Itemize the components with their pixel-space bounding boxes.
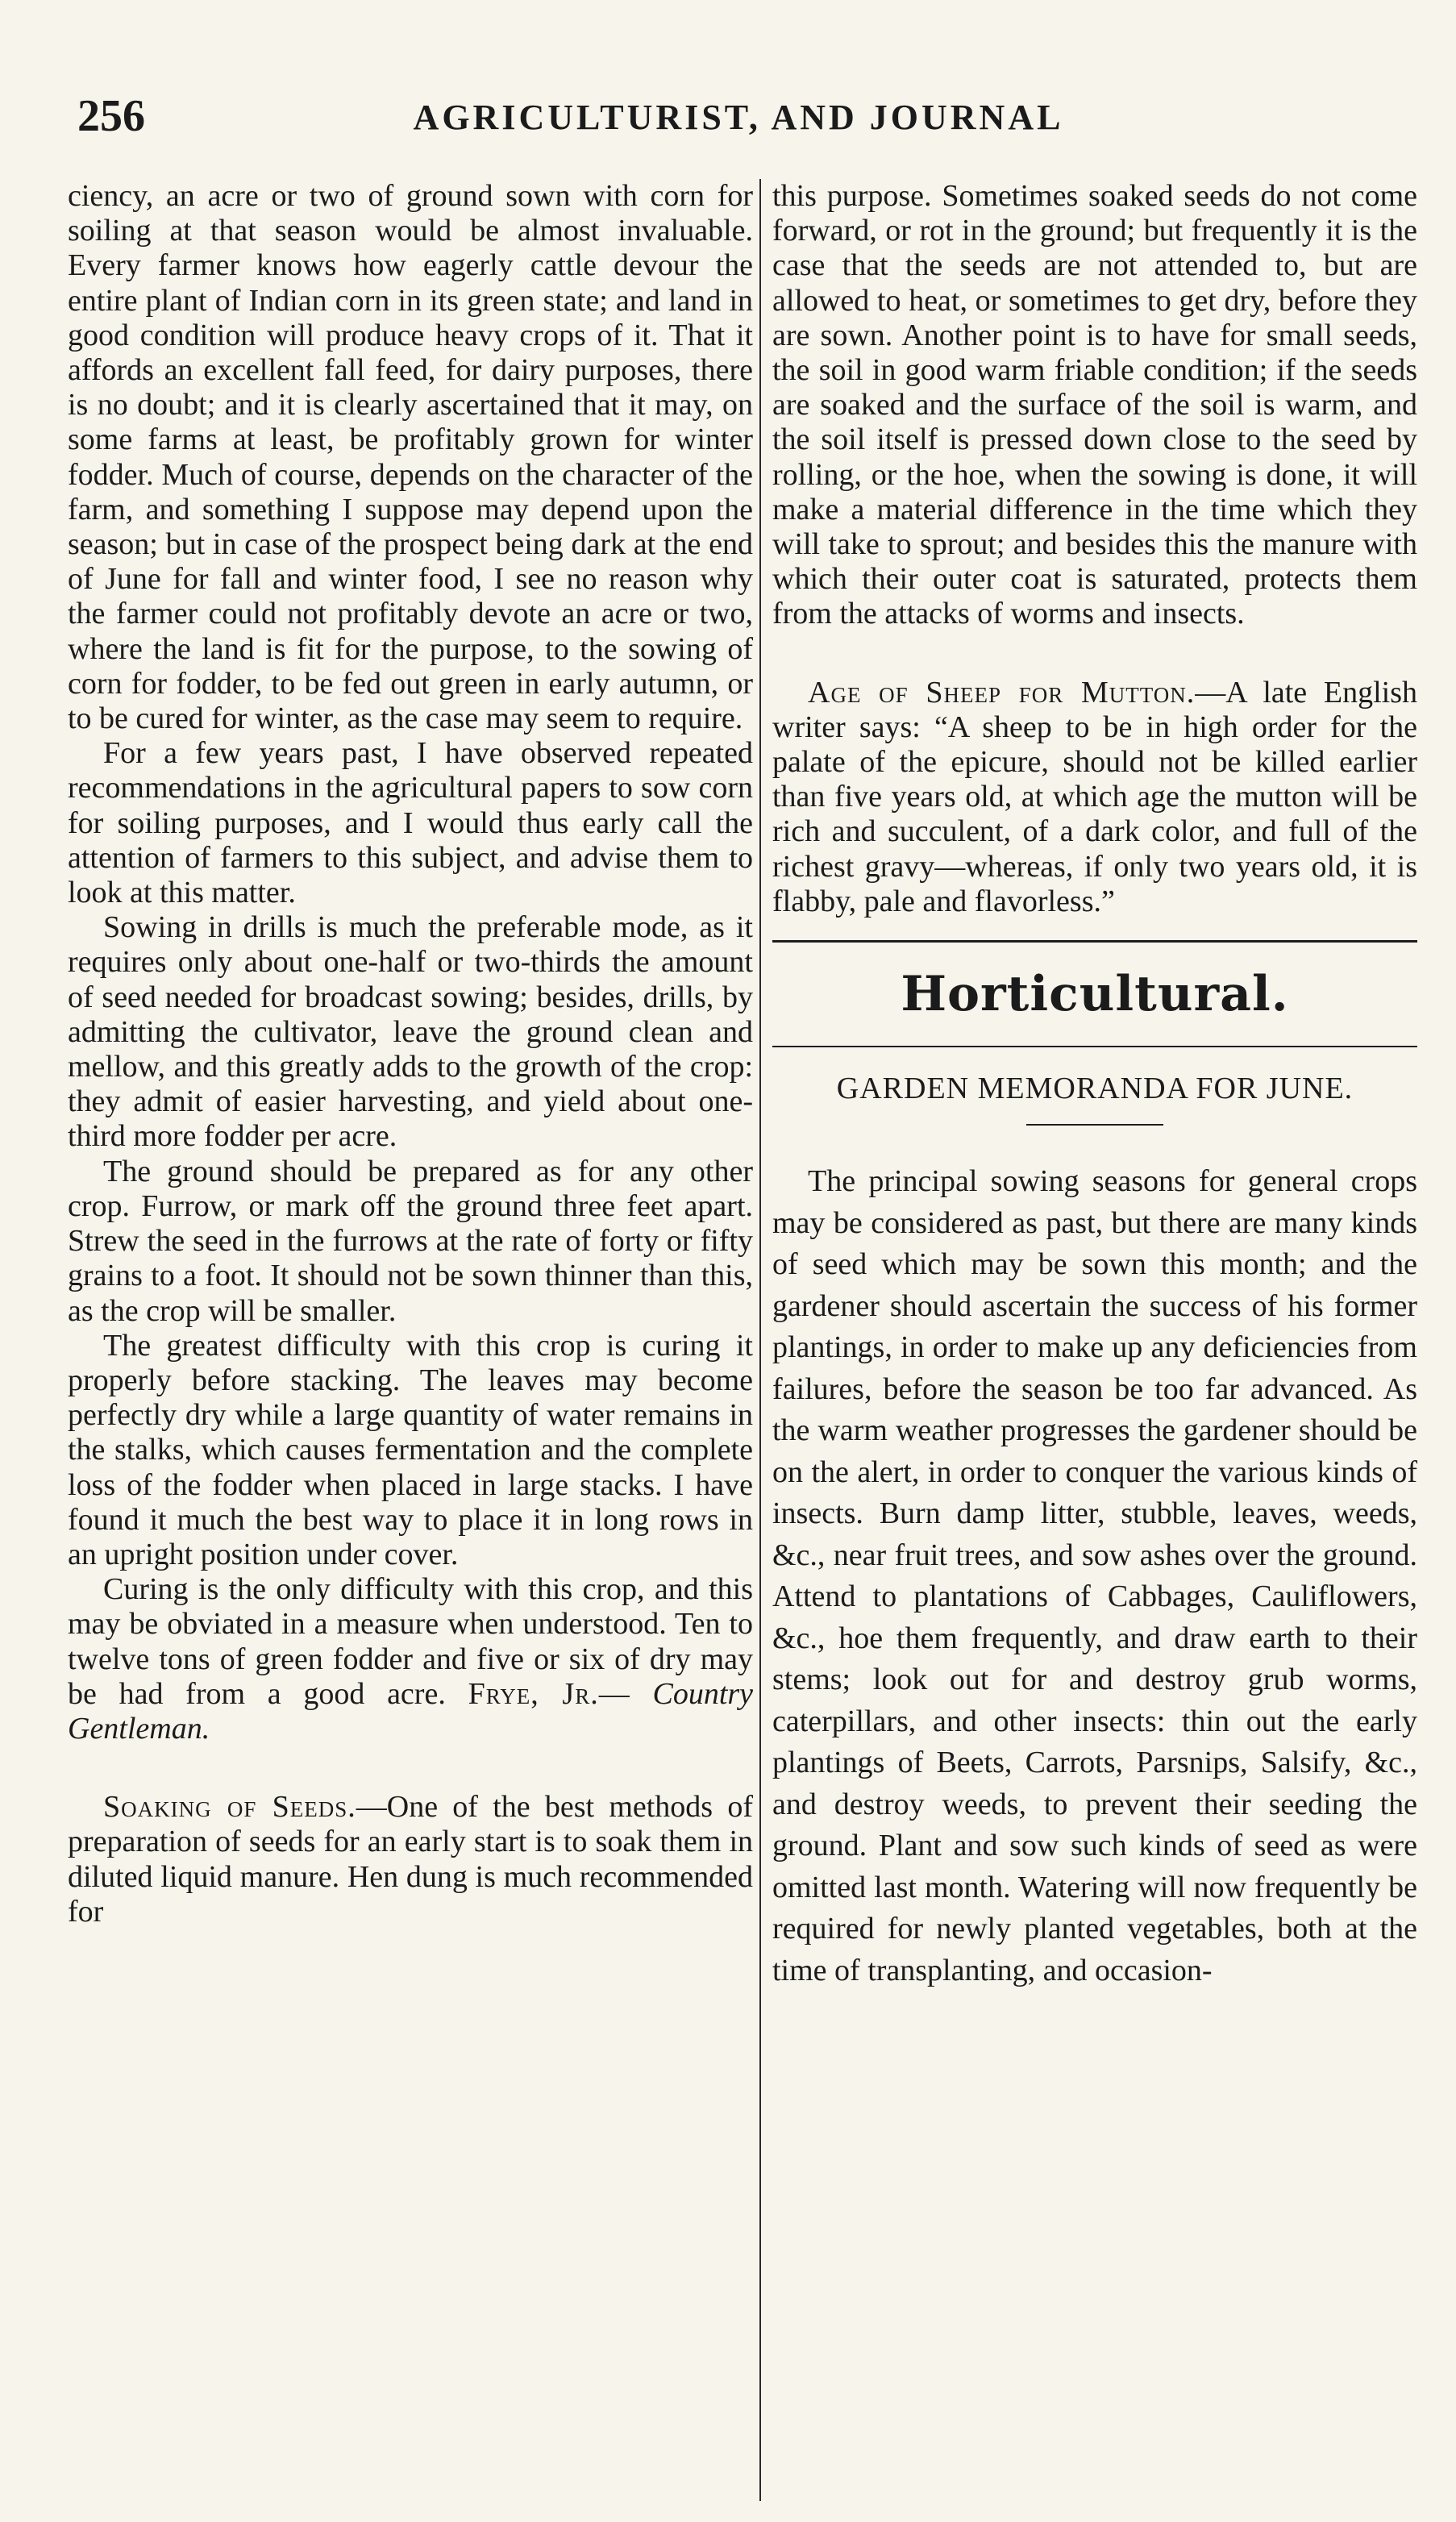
- section-title: Horticultural.: [901, 966, 1289, 1023]
- left-column: [68, 179, 753, 1929]
- soaking-seeds-text: —One of the best methods of preparation of seeds for an early start is to soak them in diluted liquid manure. Hen dung is much recommended for: [68, 1790, 753, 1929]
- sheep-mutton-heading: Age of Sheep for Mutton.: [808, 675, 1196, 710]
- section-rule-top: [772, 940, 1417, 943]
- section-rule-bottom: [772, 1046, 1417, 1047]
- soaking-seeds-continued: this purpose. Sometimes soaked seeds do not come forward, or rot in the ground; but frequently it is the case that the seeds are not attended to, but are allowed to heat, or sometimes to get dry, before they are sown. Another point is to have for small seeds, the soil in good warm friable condition; if the seeds are soaked and the surface of the soil is warm, and the soil itself is pressed down close to the seed by rolling, or the hoe, when the sowing is done, it will make a material difference in the time which they will take to sprout; and besides this the manure with which their outer coat is saturated, protects them from the attacks of worms and insects.: [772, 179, 1417, 631]
- corn-paragraph-recommendations: For a few years past, I have observed repeated recommendations in the agricultural papers to sow corn for soiling purposes, and I would thus early call the attention of farmers to this subject, and advise them to look at this matter.: [68, 736, 753, 910]
- garden-memoranda-text: The principal sowing seasons for general crops may be considered as past, but there are many kinds of seed which may be sown this month; and the gardener should ascertain the success of his former plantings, in order to make up any deficiencies from failures, before the season be too far advanced. As the warm weather progresses the gardener should be on the alert, in order to conquer the various kinds of insects. Burn damp litter, stubble, leaves, weeds, &c., near fruit trees, and sow ashes over the ground. Attend to plantations of Cabbages, Cauliflowers, &c., hoe them frequently, and draw earth to their stems; look out for and destroy grub worms, caterpillars, and other insects: thin out the early plantings of Beets, Carrots, Parsnips, Salsify, &c., and destroy weeds, to prevent their seeding the ground. Plant and sow such kinds of seed as were omitted last month. Watering will now frequently be required for newly planted vegetables, both at the time of transplanting, and occasion-: [772, 1164, 1417, 1987]
- garden-memoranda-heading: GARDEN MEMORANDA FOR JUNE.: [836, 1072, 1354, 1106]
- right-column: [772, 179, 1417, 1991]
- corn-paragraph-drills: Sowing in drills is much the preferable mode, as it requires only about one-half or two-thirds the amount of seed needed for broadcast sowing; besides, drills, by admitting the cultivator, leave the ground clean and mellow, and this greatly adds to the growth of the crop: they admit of easier harvesting, and yield about one-third more fodder per acre.: [68, 910, 753, 1154]
- corn-paragraph-curing: The greatest difficulty with this crop is curing it properly before stacking. The leaves may become perfectly dry while a large quantity of water remains in the stalks, which causes fermentation and the complete loss of the fodder when placed in large stacks. I have found it much the best way to place it in long rows in an upright position under cover.: [68, 1328, 753, 1571]
- soaking-seeds-heading: Soaking of Seeds.: [103, 1790, 356, 1825]
- corn-paragraph-yield: [68, 1572, 753, 1746]
- sheep-mutton-text: —A late English writer says: “A sheep to be in high order for the palate of the epicure, should not be killed earlier than five years old, at which age the mutton will be rich and succulent, of a dark color, and full of the richest gravy—whereas, if only two years old, it is flabby, pale and flavorless.”: [772, 675, 1418, 918]
- soaking-seeds-article: [68, 1790, 753, 1929]
- page-header: [77, 90, 1400, 155]
- sheep-mutton-article: [772, 676, 1417, 919]
- running-head: AGRICULTURIST, AND JOURNAL: [413, 98, 1064, 137]
- corn-paragraph-continued: ciency, an acre or two of ground sown with corn for soiling at that season would be almost invaluable. Every farmer knows how eagerly cattle devour the entire plant of Indian corn in its green state; and land in good condition will produce heavy crops of it. That it affords an excellent fall feed, for dairy purposes, there is no doubt; and it is clearly ascertained that it may, on some farms at least, be profitably grown for winter fodder. Much of course, depends on the character of the farm, and something I suppose may depend upon the season; but in case of the prospect being dark at the end of June for fall and winter food, I see no reason why the farmer could not profitably devote an acre or two, where the land is fit for the purpose, to the sowing of corn for fodder, to be fed out green in early autumn, or to be cured for winter, as the case may seem to require.: [68, 179, 753, 736]
- author-signature: Frye, Jr.—: [468, 1676, 630, 1711]
- corn-paragraph-ground: The ground should be prepared as for any other crop. Furrow, or mark off the ground three feet apart. Strew the seed in the furrows at the rate of forty or fifty grains to a foot. It should not be sown thinner than this, as the crop will be smaller.: [68, 1154, 753, 1328]
- heading-short-rule: [1026, 1124, 1163, 1126]
- column-divider: [759, 179, 761, 2501]
- corn-yield-text: Curing is the only difficulty with this crop, and this may be obviated in a measure when understood. Ten to twelve tons of green fodder and five or six of dry may be had from a good acre.: [68, 1572, 753, 1711]
- page-number: 256: [77, 91, 145, 141]
- source-credit: Country Gentleman.: [68, 1676, 754, 1746]
